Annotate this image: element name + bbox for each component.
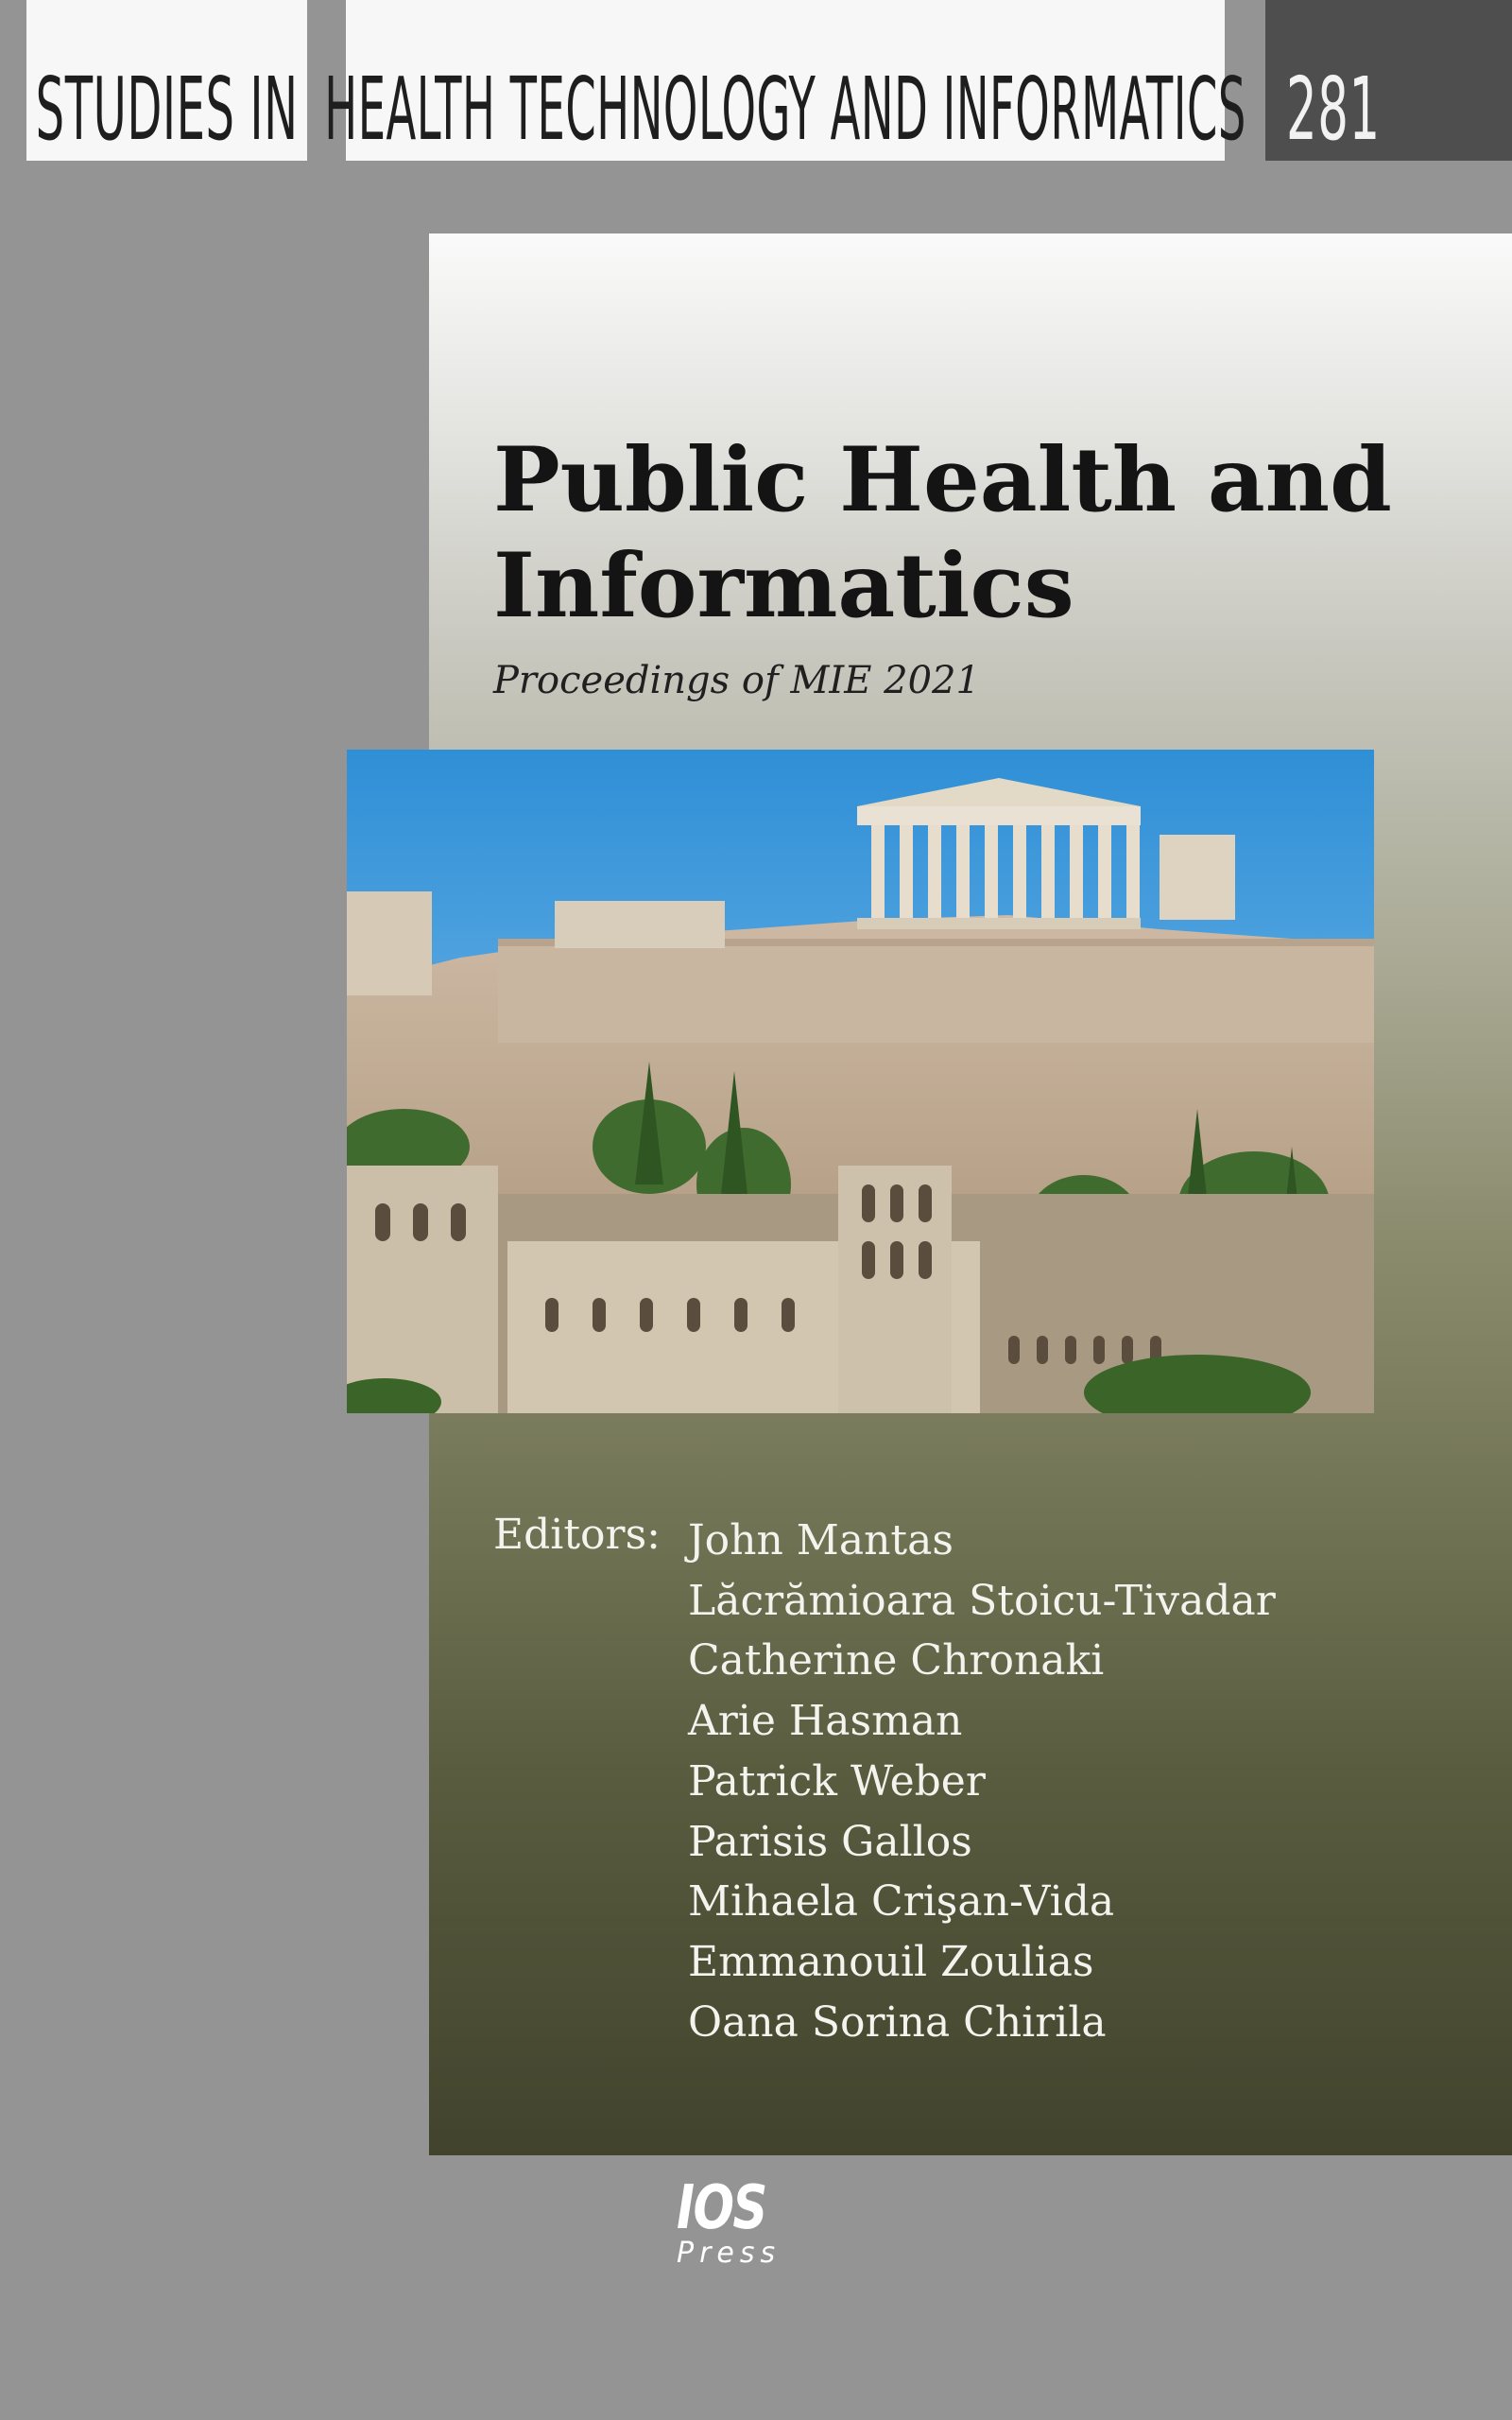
book-title [493,427,1438,639]
editor-name: Mihaela Crişan-Vida [688,1877,1115,1927]
editor-name: Emmanouil Zoulias [688,1937,1094,1986]
series-title-box [324,0,1246,161]
editor-name: Parisis Gallos [688,1817,972,1866]
editor-name: Patrick Weber [688,1756,986,1806]
editor-name: Oana Sorina Chirila [688,1997,1107,2047]
book-title-line2: Informatics [493,534,1074,638]
ios-press-logo [677,2173,790,2270]
logo-sub-text: Press [677,2237,782,2270]
editors-list [688,1511,1276,2052]
editor-name: Lăcrămioara Stoicu-Tivadar [688,1576,1276,1625]
series-label: STUDIES IN [35,59,299,160]
logo-main-text: IOS [677,2173,766,2243]
volume-number-box [1265,0,1512,161]
editor-name: John Mantas [688,1516,954,1564]
series-label-box [26,0,307,161]
book-subtitle: Proceedings of MIE 2021 [493,659,980,702]
book-title-line1: Public Health and [493,428,1392,532]
editor-name: Catherine Chronaki [688,1636,1105,1685]
editors-label: Editors: [493,1511,661,1559]
acropolis-photo [347,750,1374,1413]
series-title: HEALTH TECHNOLOGY AND INFORMATICS [324,59,1246,160]
editor-name: Arie Hasman [688,1697,963,1746]
volume-number: 281 [1286,59,1381,160]
